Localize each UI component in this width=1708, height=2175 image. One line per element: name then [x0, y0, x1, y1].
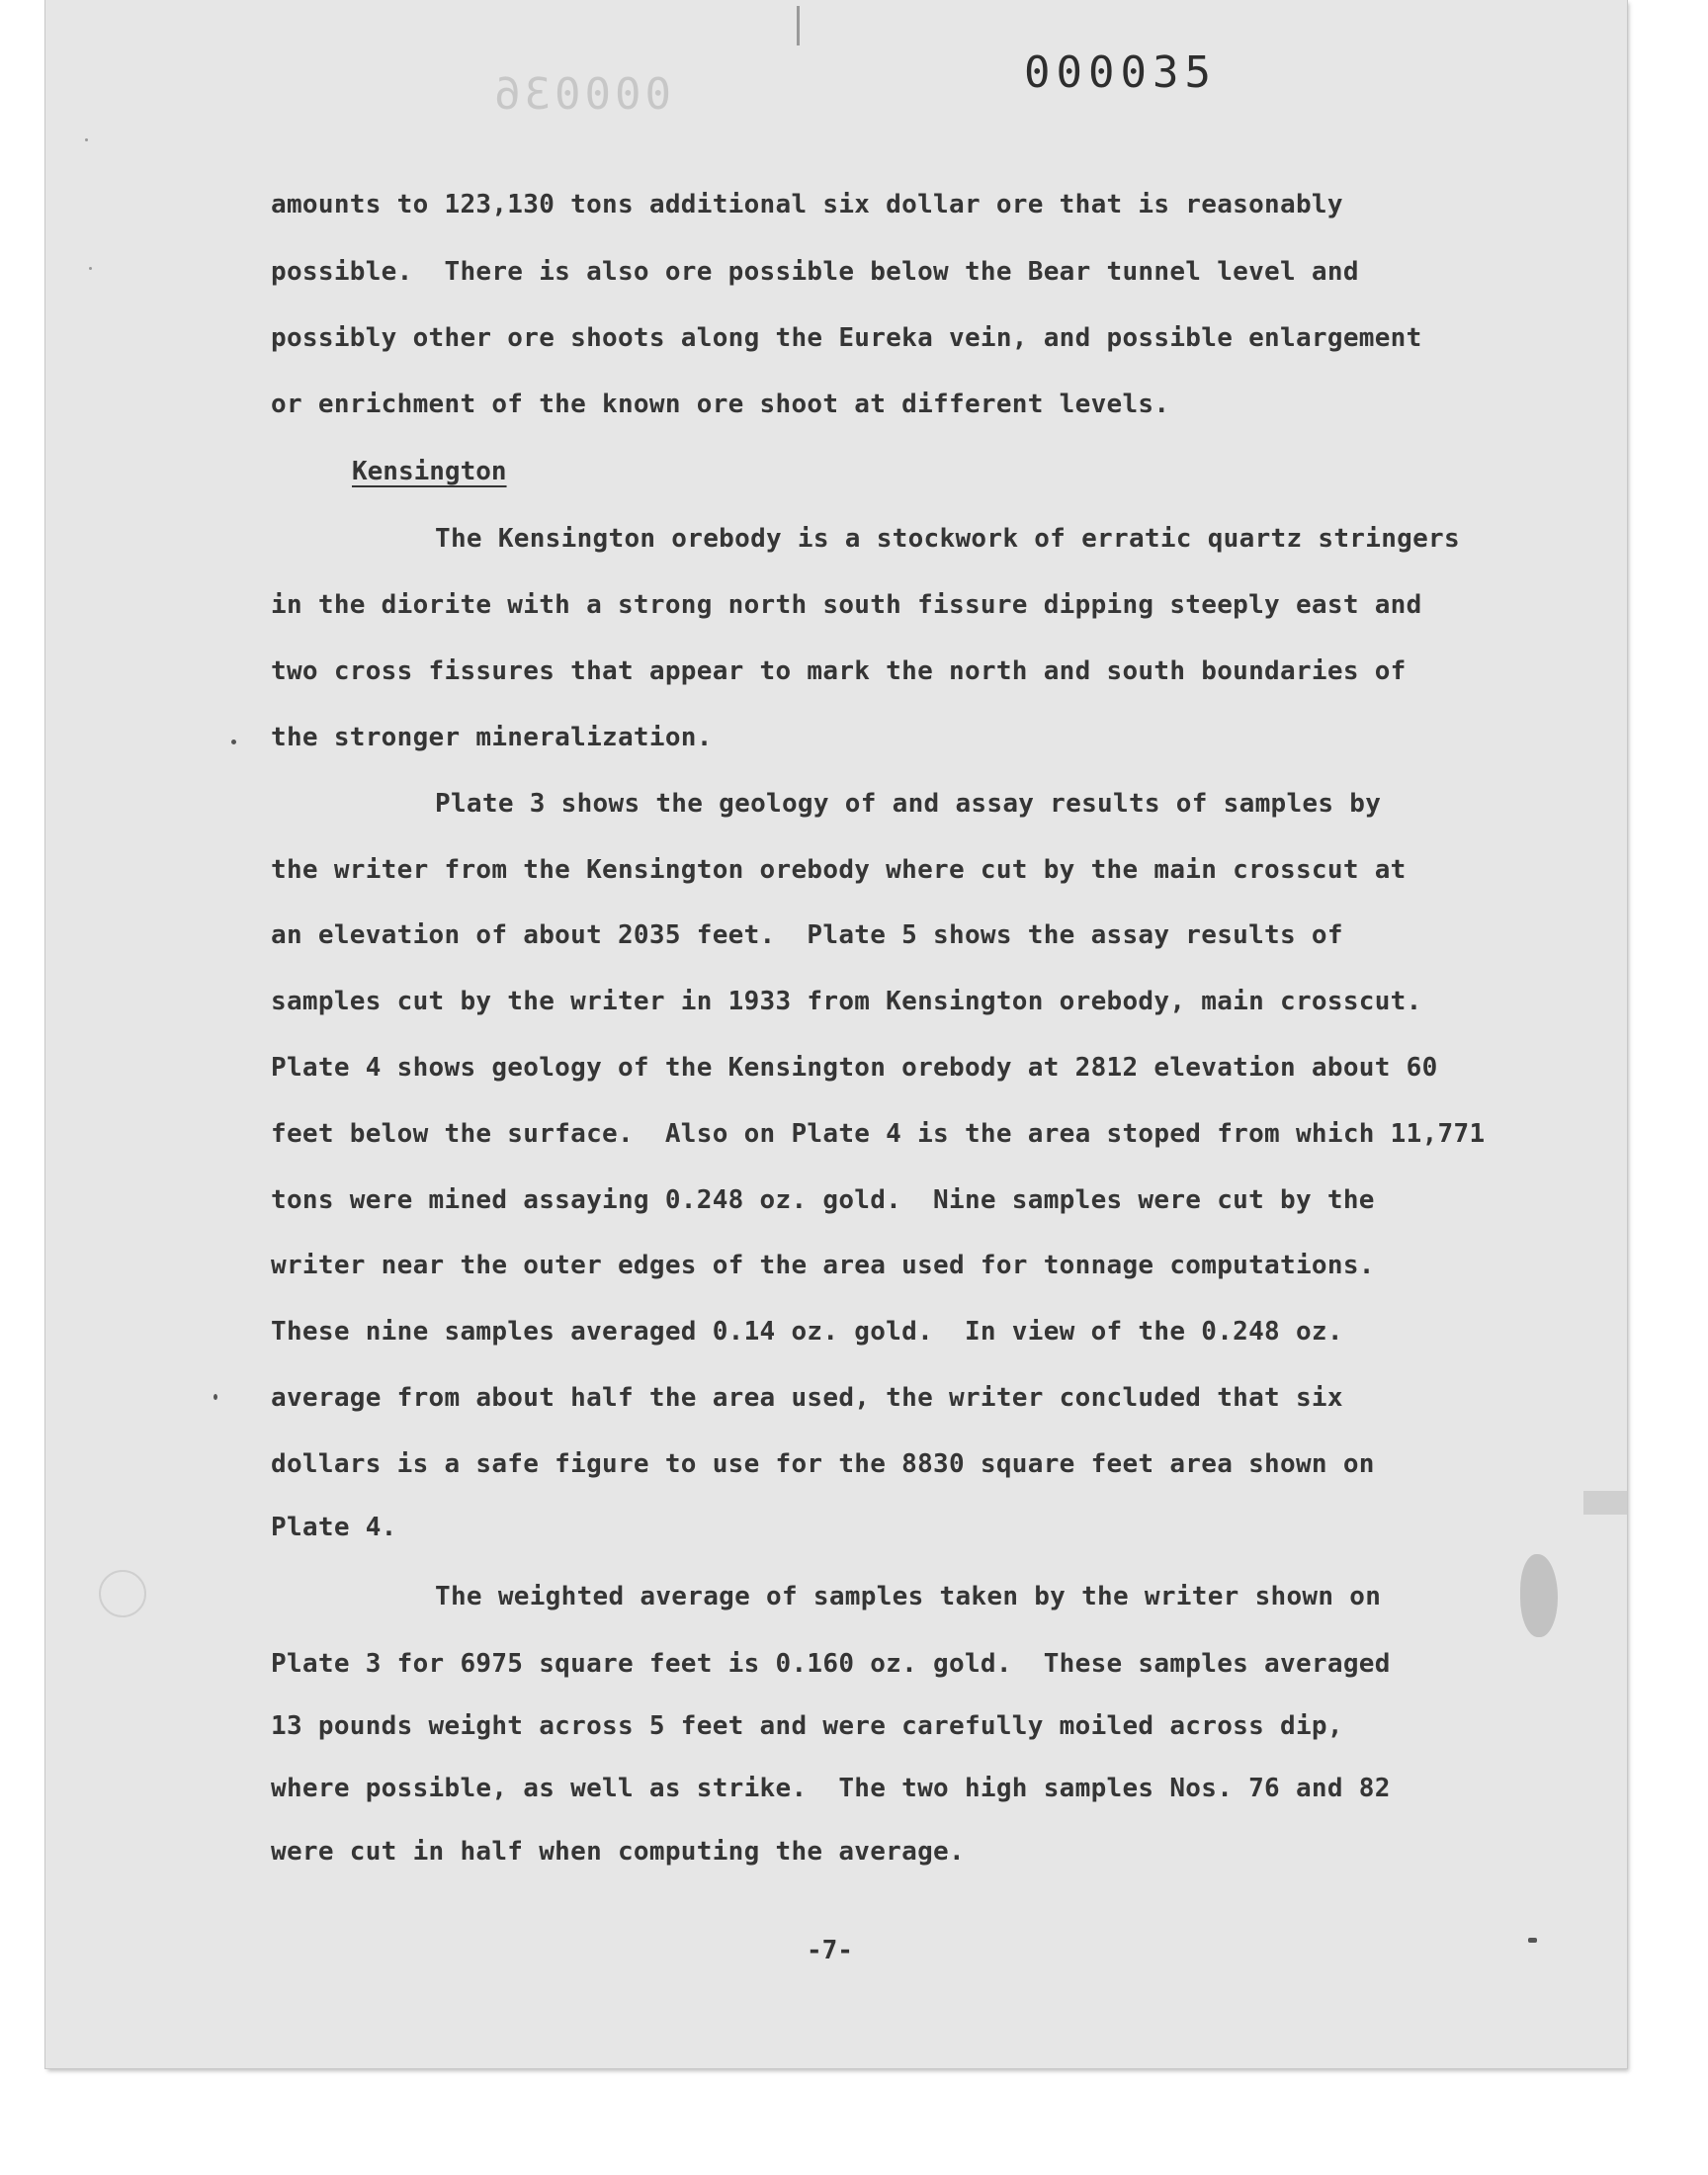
- text-line: two cross fissures that appear to mark the north and south boundaries of: [271, 656, 1407, 686]
- text-line: Plate 3 for 6975 square feet is 0.160 oz. gold. These samples averaged: [271, 1649, 1391, 1679]
- text-line: feet below the surface. Also on Plate 4 is the area stoped from which 11,771: [271, 1119, 1486, 1149]
- text-line: or enrichment of the known ore shoot at different levels.: [271, 390, 1170, 419]
- margin-mark: [797, 6, 800, 45]
- text-line: tons were mined assaying 0.248 oz. gold. Nine samples were cut by the: [271, 1185, 1375, 1215]
- ink-speck: [214, 1394, 217, 1400]
- text-line: the stronger mineralization.: [271, 723, 713, 752]
- edge-tab: [1583, 1491, 1627, 1515]
- text-line: dollars is a safe figure to use for the 8830 square feet area shown on: [271, 1449, 1375, 1479]
- text-line: amounts to 123,130 tons additional six dollar ore that is reasonably: [271, 190, 1343, 219]
- text-line: writer near the outer edges of the area used for tonnage computations.: [271, 1251, 1375, 1280]
- text-line: the writer from the Kensington orebody where cut by the main crosscut at: [271, 855, 1407, 885]
- section-heading: Kensington: [352, 457, 507, 486]
- bates-stamp-number: 000035: [1024, 47, 1217, 98]
- text-line: The weighted average of samples taken by the writer shown on: [435, 1582, 1382, 1611]
- text-line: possibly other ore shoots along the Eureka vein, and possible enlargement: [271, 323, 1422, 353]
- bleed-through-page-number: 000036: [490, 69, 671, 120]
- text-line: Plate 4 shows geology of the Kensington orebody at 2812 elevation about 60: [271, 1053, 1438, 1083]
- text-line: samples cut by the writer in 1933 from Kensington orebody, main crosscut.: [271, 987, 1422, 1016]
- document-page: [45, 0, 1627, 2068]
- text-line: Plate 4.: [271, 1513, 397, 1542]
- text-line: These nine samples averaged 0.14 oz. gold. In view of the 0.248 oz.: [271, 1317, 1343, 1347]
- punch-hole: [99, 1570, 146, 1617]
- ink-speck: [85, 138, 88, 141]
- text-line: where possible, as well as strike. The two high samples Nos. 76 and 82: [271, 1774, 1391, 1803]
- text-line: an elevation of about 2035 feet. Plate 5 shows the assay results of: [271, 920, 1343, 950]
- text-line: were cut in half when computing the average.: [271, 1837, 965, 1867]
- text-line: The Kensington orebody is a stockwork of erratic quartz stringers: [435, 524, 1460, 554]
- page-number: -7-: [807, 1936, 853, 1965]
- ink-speck: [231, 740, 236, 744]
- text-line: possible. There is also ore possible below the Bear tunnel level and: [271, 257, 1359, 287]
- text-line: 13 pounds weight across 5 feet and were carefully moiled across dip,: [271, 1711, 1343, 1741]
- paper-smudge: [1520, 1554, 1558, 1637]
- ink-speck: [1528, 1938, 1537, 1943]
- ink-speck: [89, 267, 92, 270]
- text-line: average from about half the area used, the writer concluded that six: [271, 1383, 1343, 1413]
- text-line: in the diorite with a strong north south fissure dipping steeply east and: [271, 590, 1422, 620]
- text-line: Plate 3 shows the geology of and assay results of samples by: [435, 789, 1382, 819]
